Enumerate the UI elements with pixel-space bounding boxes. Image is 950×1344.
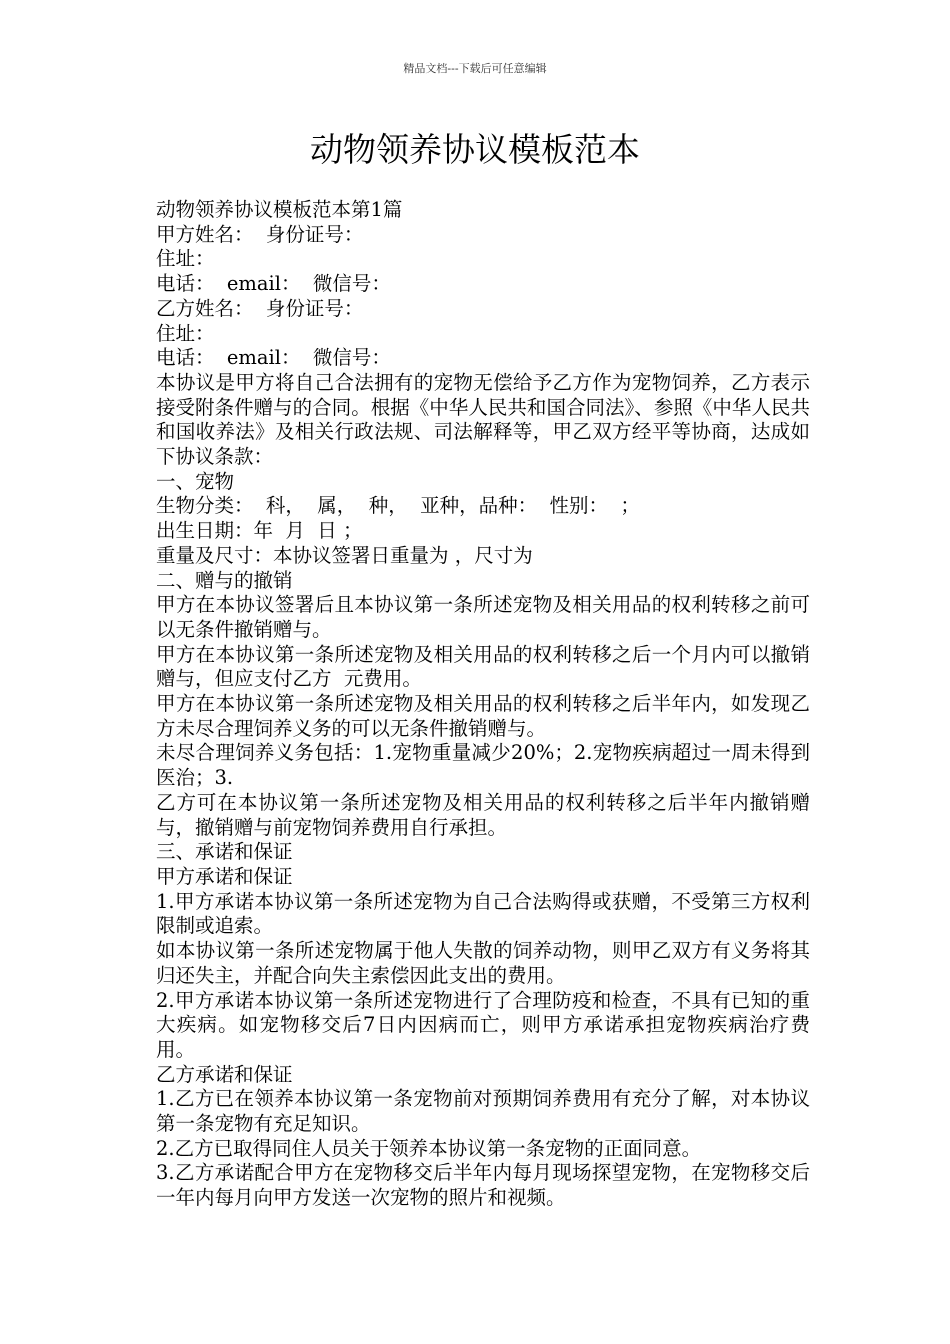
party-a-contact-line: 电话： email： 微信号：: [156, 272, 391, 296]
revocation-paragraph: 未尽合理饲养义务包括：1.宠物重量减少20%；2.宠物疾病超过一周未得到医治；3.: [156, 741, 810, 790]
document-body: [146, 198, 810, 1211]
pet-size-line: 重量及尺寸：本协议签署日重量为 ，尺寸为: [156, 543, 533, 567]
warranty-paragraph: 1.甲方承诺本协议第一条所述宠物为自己合法购得或获赠，不受第三方权利限制或追索。: [156, 889, 810, 938]
party-b-address-line: 住址：: [156, 321, 215, 345]
pet-classification-line: 生物分类： 科， 属， 种， 亚种，品种： 性别： ；: [156, 494, 640, 518]
revocation-paragraph: 甲方在本协议签署后且本协议第一条所述宠物及相关用品的权利转移之前可以无条件撤销赠与。: [156, 593, 810, 641]
revocation-paragraph: 甲方在本协议第一条所述宠物及相关用品的权利转移之后一个月内可以撤销赠与，但应支付乙方 元费用。: [156, 642, 810, 691]
clause-heading-pet: 一、宠物: [156, 469, 235, 493]
warranty-paragraph: 1.乙方已在领养本协议第一条宠物前对预期饲养费用有充分了解，对本协议第一条宠物有充足知识。: [156, 1087, 810, 1136]
clause-heading-revocation: 二、赠与的撤销: [156, 568, 293, 592]
party-a-warranties-heading: 甲方承诺和保证: [156, 864, 293, 888]
pet-birthdate-line: 出生日期：年 月 日 ；: [156, 519, 363, 543]
party-a-address-line: 住址：: [156, 247, 215, 271]
party-b-contact-line: 电话： email： 微信号：: [156, 346, 391, 370]
party-a-name-line: 甲方姓名： 身份证号：: [156, 222, 364, 246]
document-title: 动物领养协议模板范本: [310, 130, 640, 169]
party-b-warranties-heading: 乙方承诺和保证: [156, 1062, 293, 1086]
header-note: 精品文档---下载后可任意编辑: [403, 62, 547, 75]
revocation-paragraph: 乙方可在本协议第一条所述宠物及相关用品的权利转移之后半年内撤销赠与，撤销赠与前宠物饲养费用自行承担。: [156, 790, 810, 839]
preamble-paragraph: 本协议是甲方将自己合法拥有的宠物无偿给予乙方作为宠物饲养，乙方表示接受附条件赠与的合同。根据《中华人民共和国合同法》、参照《中华人民共和国收养法》及相关行政法规、司法解释等，甲乙双方经平等协商，达成如下协议条款：: [156, 370, 810, 469]
revocation-paragraph: 甲方在本协议第一条所述宠物及相关用品的权利转移之后半年内，如发现乙方未尽合理饲养义务的可以无条件撤销赠与。: [156, 692, 810, 740]
warranty-paragraph: 3.乙方承诺配合甲方在宠物移交后半年内每月现场探望宠物，在宠物移交后一年内每月向甲方发送一次宠物的照片和视频。: [156, 1161, 810, 1210]
section-heading: 动物领养协议模板范本第1篇: [156, 198, 403, 221]
warranty-paragraph: 如本协议第一条所述宠物属于他人失散的饲养动物，则甲乙双方有义务将其归还失主，并配合向失主索偿因此支出的费用。: [156, 939, 810, 987]
warranty-paragraph: 2.甲方承诺本协议第一条所述宠物进行了合理防疫和检查，不具有已知的重大疾病。如宠物移交后7日内因病而亡，则甲方承诺承担宠物疾病治疗费用。: [156, 988, 810, 1061]
warranty-paragraph: 2.乙方已取得同住人员关于领养本协议第一条宠物的正面同意。: [156, 1136, 702, 1160]
party-b-name-line: 乙方姓名： 身份证号：: [156, 296, 364, 320]
clause-heading-warranties: 三、承诺和保证: [156, 840, 293, 864]
